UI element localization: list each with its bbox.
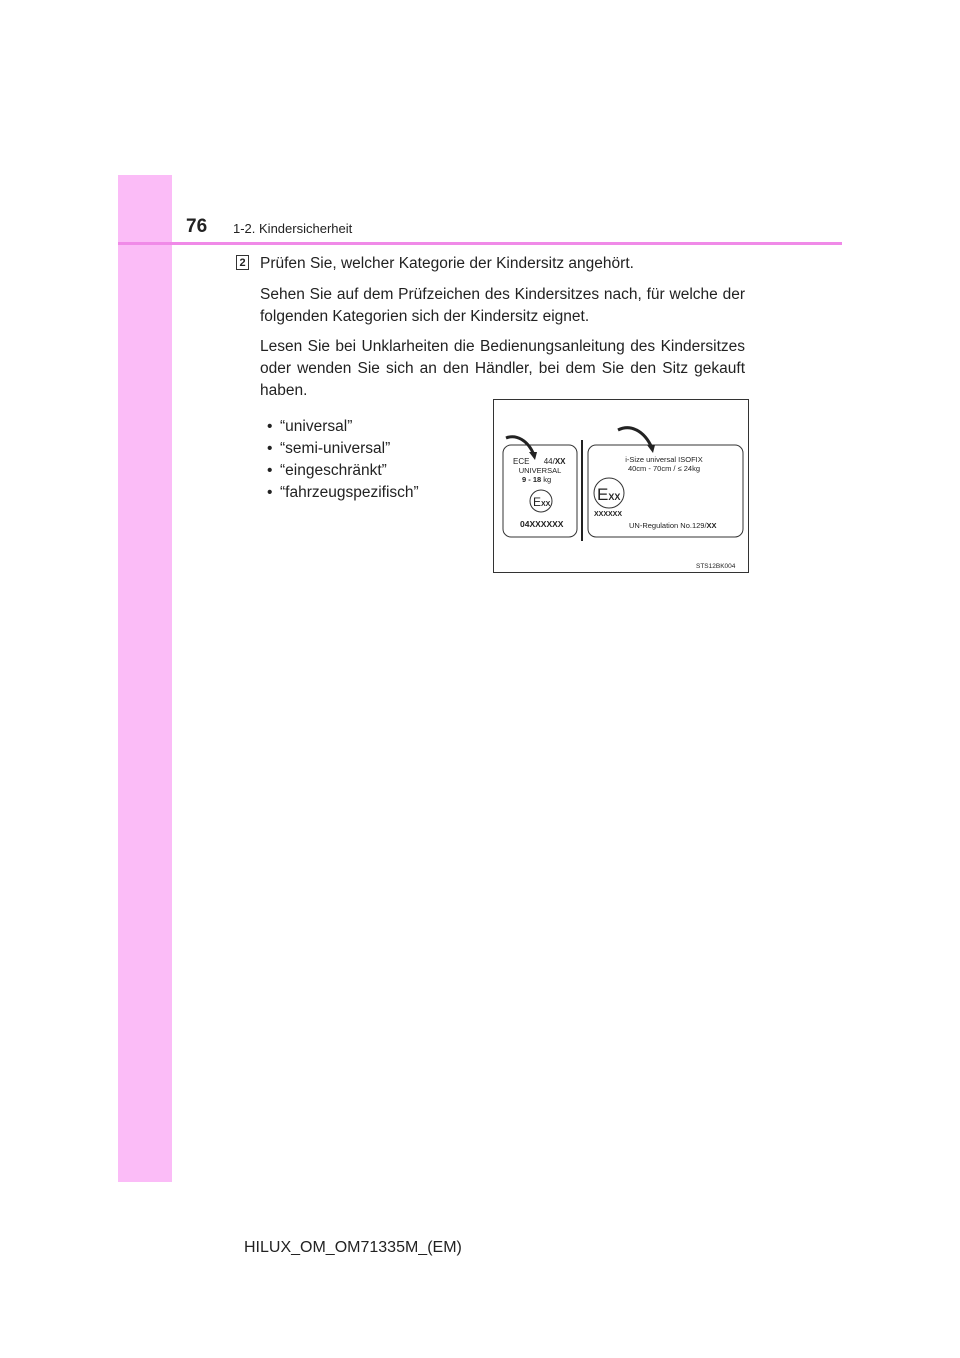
svg-text:EXX bbox=[597, 485, 620, 504]
e-mark-letter: E bbox=[597, 485, 609, 504]
regulation-text: UN-Regulation No.129/ bbox=[629, 521, 707, 530]
approval-label-figure bbox=[493, 399, 749, 573]
svg-text:EXX bbox=[533, 495, 551, 509]
e-mark-subscript: XX bbox=[608, 492, 621, 502]
regulation-suffix: XX bbox=[554, 457, 566, 466]
approval-code-text: XXXXXX bbox=[594, 511, 623, 518]
category-label: “eingeschränkt” bbox=[280, 462, 387, 479]
paragraph-ask-dealer: Lesen Sie bei Unklarheiten die Bedienungsanleitung des Kindersitzes oder wenden Sie sich an den Händler, bei dem Sie den Sitz gekauft haben. bbox=[260, 338, 745, 399]
document-code: HILUX_OM_OM71335M_(EM) bbox=[244, 1239, 462, 1256]
isize-range-text: 40cm - 70cm / ≤ 24kg bbox=[627, 464, 701, 473]
category-label: “universal” bbox=[280, 418, 353, 435]
page-number: 76 bbox=[186, 216, 208, 237]
approval-code-text: 04XXXXXX bbox=[520, 519, 564, 529]
section-title: 1-2. Kindersicherheit bbox=[233, 221, 353, 236]
weight-unit-text: kg bbox=[543, 475, 552, 484]
category-label: “fahrzeugspezifisch” bbox=[280, 484, 419, 501]
approval-label-illustration bbox=[494, 400, 750, 574]
svg-text:ECE 44/XX bbox=[513, 457, 566, 466]
e-mark-subscript: XX bbox=[541, 501, 551, 508]
universal-text: UNIVERSAL bbox=[518, 466, 562, 475]
step-heading: Prüfen Sie, welcher Kategorie der Kindersitz angehört. bbox=[260, 255, 634, 272]
list-item: • “universal” bbox=[267, 418, 353, 435]
arrowhead-icon bbox=[647, 445, 655, 453]
weight-range-text: 9 - 18 bbox=[522, 475, 542, 484]
isize-title-text: i-Size universal ISOFIX bbox=[625, 455, 703, 464]
header-rule bbox=[118, 242, 842, 245]
paragraph-check-label: Sehen Sie auf dem Prüfzeichen des Kindersitzes nach, für welche der folgenden Kategorien sich der Kindersitz eignet. bbox=[260, 286, 745, 325]
ece-text: ECE bbox=[513, 457, 530, 466]
chapter-sidebar-tab bbox=[118, 175, 172, 1182]
svg-text:UN-Regulation No.129/XX bbox=[629, 521, 717, 530]
step-number-badge: 2 bbox=[236, 255, 249, 270]
e-mark-letter: E bbox=[533, 495, 542, 509]
list-item: • “fahrzeugspezifisch” bbox=[267, 484, 419, 501]
regulation-text: 44/ bbox=[543, 457, 555, 466]
figure-id-text: STS12BK004 bbox=[696, 563, 736, 570]
category-label: “semi-universal” bbox=[280, 440, 391, 457]
regulation-suffix: XX bbox=[706, 521, 717, 530]
svg-text:9 - 18 kg bbox=[522, 475, 551, 484]
list-item: • “semi-universal” bbox=[267, 440, 391, 457]
list-item: • “eingeschränkt” bbox=[267, 462, 387, 479]
